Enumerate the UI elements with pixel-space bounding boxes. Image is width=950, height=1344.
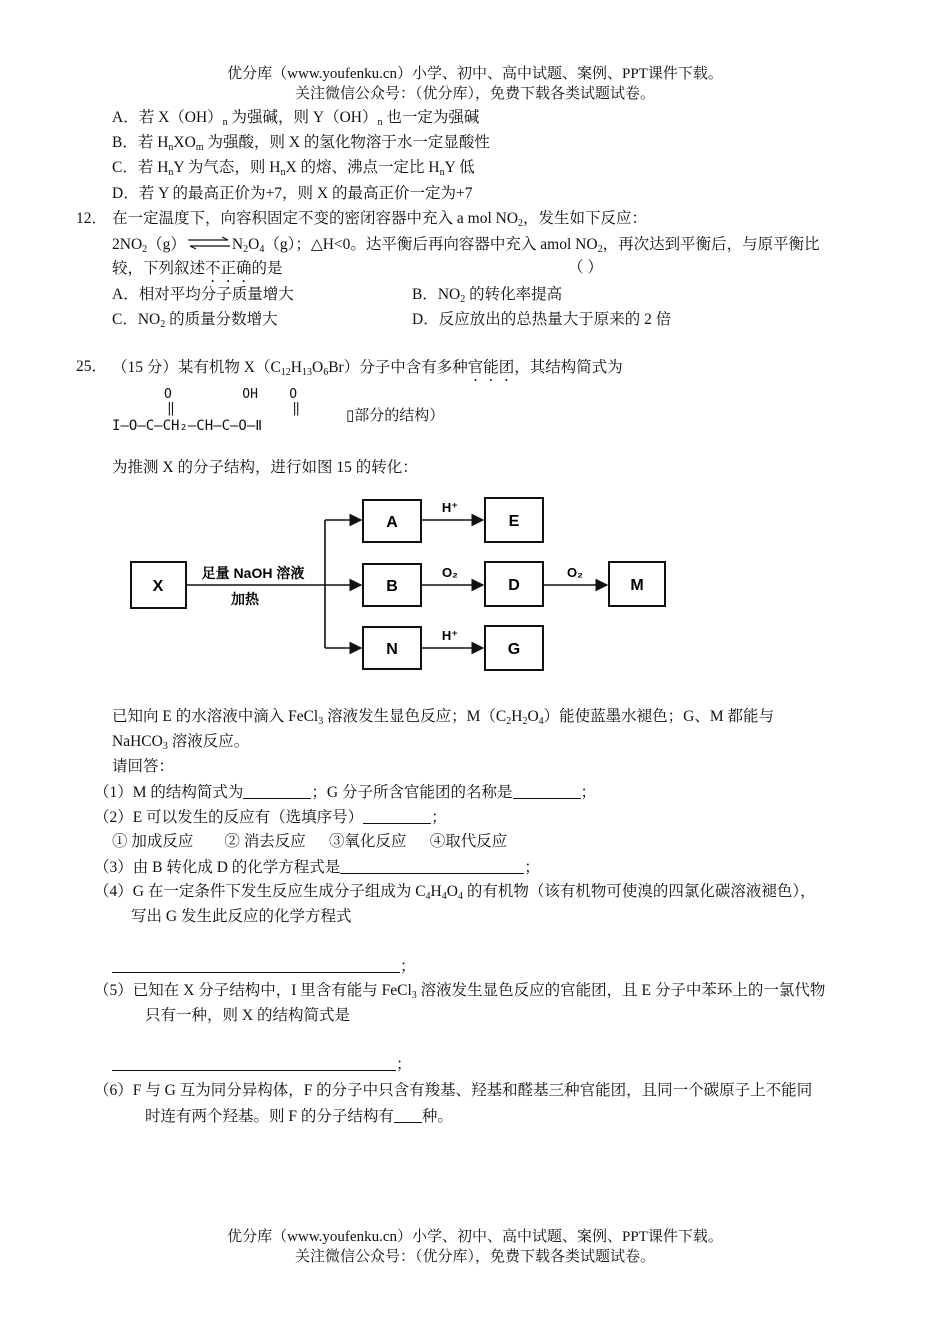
structure-main-chain: I—O—C—CH₂—CH—C—O—Ⅱ [112, 418, 263, 434]
footer-line-2: 关注微信公众号：（优分库），免费下载各类试题试卷。 [294, 1249, 655, 1265]
label-x: X [152, 578, 164, 595]
answer-blank-m-structure[interactable] [243, 784, 311, 799]
answer-blank-g-groups[interactable] [513, 784, 581, 799]
q25-part5-line2: 只有一种，则 X 的结构简式是 [145, 1007, 350, 1024]
q25-part4-answer: ； [112, 958, 416, 975]
header-line-2: 关注微信公众号：（优分库），免费下载各类试题试卷。 [294, 86, 655, 102]
q12-number: 12． [76, 210, 108, 227]
answer-blank-g-equation[interactable] [112, 958, 400, 973]
answer-blank-f-count[interactable] [394, 1108, 422, 1123]
q25-part2: （2）E 可以发生的反应有（选填序号） ； [94, 809, 447, 826]
q11-option-a: A．若 $X(OH)_n$ 为强碱，则 $Y(OH)_n$ 也一定为强碱 [112, 109, 480, 128]
q25-known-line2: NaHCO$_3$ 溶液反应。 [112, 733, 250, 752]
equilibrium-arrows-icon [186, 236, 232, 250]
label-o2-1: O₂ [442, 565, 458, 580]
q25-part6-line2: 时连有两个羟基。则 F 的分子结构有 种。 [145, 1108, 453, 1125]
structure-note: ▯部分的结构） [346, 408, 445, 424]
q25-part1: （1）M 的结构简式为 ；G 分子所含官能团的名称是 ； [94, 784, 597, 801]
q12-stem: 在一定温度下，向容积固定不变的密闭容器中充入 a mol $NO_2$，发生如下反应： [112, 210, 648, 229]
q12-answer-paren: （ ） [568, 259, 603, 276]
q25-part5: （5）已知在 X 分子结构中，I 里含有能与 FeCl$_3$ 溶液发生显色反应的官能团，且 E 分子中苯环上的一氯代物 [94, 982, 826, 1001]
header-line-1: 优分库（www.youfenku.cn）小学、初中、高中试题、案例、PPT课件下载。 [227, 66, 723, 82]
answer-blank-b-to-d-equation[interactable] [340, 859, 524, 874]
emphasis-functional-groups: 官能团 [467, 359, 515, 376]
q25-ask: 请回答： [112, 758, 175, 775]
q25-part4-line2: 写出 G 发生此反应的化学方程式 [131, 908, 352, 925]
q11-option-c: C．若 $H_nY$ 为气态，则 $H_nX$ 的熔、沸点一定比 $H_nY$ 低 [112, 159, 475, 178]
q25-part6: （6）F 与 G 互为同分异构体，F 的分子中只含有羧基、羟基和醛基三种官能团，且同一个碳原子上不能同 [94, 1082, 813, 1099]
label-o2-2: O₂ [567, 565, 583, 580]
q12-option-a: A．相对平均分子质量增大 [112, 286, 294, 303]
emphasis-not-correct: 不正确 [205, 260, 252, 277]
q25-part3: （3）由 B 转化成 D 的化学方程式是 ； [94, 859, 540, 876]
label-a: A [386, 514, 398, 531]
label-heat: 加热 [231, 591, 259, 607]
q25-part5-answer: ； [112, 1056, 412, 1073]
structure-double-bonds: ‖ ‖ [167, 401, 301, 416]
q12-option-b: B．$NO_2$ 的转化率提高 [412, 286, 563, 305]
label-n: N [386, 641, 398, 658]
q12-option-d: D．反应放出的总热量大于原来的 2 倍 [412, 311, 672, 328]
answer-blank-x-structure[interactable] [112, 1056, 396, 1071]
label-b: B [386, 578, 398, 595]
q25-number: 25． [76, 358, 108, 375]
label-hplus-1: H⁺ [441, 500, 459, 515]
q25-part4: （4）G 在一定条件下发生反应生成分子组成为 $C_4H_4O_4$ 的有机物（该有机物可使溴的四氯化碳溶液褪色）， [94, 883, 816, 902]
q25-intro: 为推测 X 的分子结构，进行如图 15 的转化： [112, 459, 418, 476]
label-e: E [508, 513, 520, 530]
q12-option-c: C．$NO_2$ 的质量分数增大 [112, 311, 278, 330]
structure-top-atoms: O OH O [164, 387, 298, 402]
q11-option-b: B．若 $H_nXO_m$ 为强酸，则 X 的氢化物溶于水一定显酸性 [112, 134, 490, 153]
footer-line-1: 优分库（www.youfenku.cn）小学、初中、高中试题、案例、PPT课件下载。 [227, 1229, 723, 1245]
label-g: G [507, 641, 521, 658]
q25-part2-options: ① 加成反应 ② 消去反应 ③氧化反应 ④取代反应 [112, 833, 508, 850]
label-d: D [508, 577, 520, 594]
conversion-diagram [125, 490, 685, 680]
q12-stem-line3: 较，下列叙述不正确的是 [112, 260, 283, 277]
label-hplus-2: H⁺ [441, 628, 459, 643]
label-m: M [630, 577, 644, 594]
answer-blank-e-reactions[interactable] [363, 809, 431, 824]
q25-known-line1: 已知向 E 的水溶液中滴入 FeCl$_3$ 溶液发生显色反应；$M(C_2H_2O_4)$能使蓝墨水褪色；G、M 都能与 [112, 708, 775, 727]
q11-option-d: D．若 Y 的最高正价为+7，则 X 的最高正价一定为+7 [112, 185, 473, 202]
q12-equation: $2NO_2(g)$ $N_2O_4(g)$；△H<0。达平衡后再向容器中充入 amol $NO_2$，再次达到平衡后，与原平衡比 [112, 236, 820, 255]
label-reagent: 足量 NaOH 溶液 [201, 565, 305, 581]
q25-stem: （15 分）某有机物 $X(C_{12}H_{13}O_6Br)$分子中含有多种官能团，其结构简式为 [112, 359, 623, 378]
